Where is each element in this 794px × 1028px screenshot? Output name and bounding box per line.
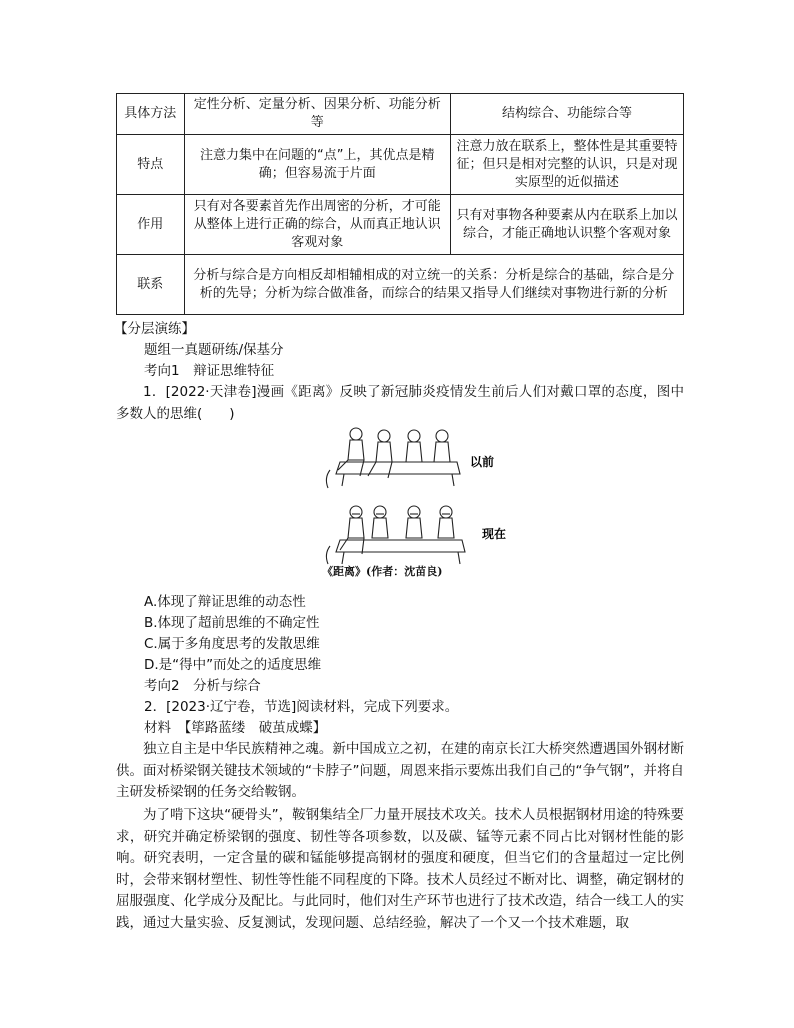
table-row: [117, 135, 684, 195]
material-title: 材料 【筚路蓝缕 破茧成蝶】: [144, 720, 327, 736]
material-paragraph: 独立自主是中华民族精神之魂。新中国成立之初，在建的南京长江大桥突然遭遇国外钢材断供。面对桥梁钢关键技术领域的“卡脖子”问题，周恩来指示要炼出我们自己的“争气钢”，并将自主研发桥梁钢的任务交给鞍钢。: [116, 741, 684, 800]
table-row: [117, 94, 684, 135]
topic-heading: 考向1 辩证思维特征: [144, 363, 275, 379]
question-stem: 2．[2023·辽宁卷，节选]阅读材料，完成下列要求。: [144, 699, 459, 715]
comparison-table: [116, 93, 684, 315]
table-cell-analysis: 定性分析、定量分析、因果分析、功能分析等: [184, 94, 450, 135]
topic-heading: 考向2 分析与综合: [144, 678, 261, 694]
group-title: 题组一真题研练/保基分: [144, 342, 284, 358]
table-cell-merged: 分析与综合是方向相反却相辅相成的对立统一的关系：分析是综合的基础，综合是分析的先导；分析为综合做准备，而综合的结果又指导人们继续对事物进行新的分析: [184, 255, 683, 315]
material-paragraph: 为了啃下这块“硬骨头”，鞍钢集结全厂力量开展技术攻关。技术人员根据钢材用途的特殊要求，研究并确定桥梁钢的强度、韧性等各项参数，以及碳、锰等元素不同占比对钢材性能的影响。研究表明，一定含量的碳和锰能够提高钢材的强度和硬度，但当它们的含量超过一定比例时，会带来钢材塑性、韧性等性能不同程度的下降。技术人员经过不断对比、调整，确定钢材的屈服强度、化学成分及配比。与此同时，他们对生产环节也进行了技术改造，结合一线工人的实践，通过大量实验、反复测试，发现问题、总结经验，解决了一个又一个技术难题，取: [116, 807, 684, 931]
table-cell-head: 特点: [117, 135, 185, 195]
figure-label-before: 以前: [470, 455, 495, 469]
table-cell-analysis: 注意力集中在问题的“点”上，其优点是精确；但容易流于片面: [184, 135, 450, 195]
table-cell-analysis: 只有对各要素首先作出周密的分析，才可能从整体上进行正确的综合，从而真正地认识客观对象: [184, 195, 450, 255]
table-row: [117, 195, 684, 255]
option-a: A.体现了辩证思维的动态性: [144, 594, 306, 610]
table-cell-head: 作用: [117, 195, 185, 255]
table-cell-head: 具体方法: [117, 94, 185, 135]
cartoon-illustration: [320, 422, 507, 582]
option-b: B.体现了超前思维的不确定性: [144, 615, 320, 631]
table-cell-synthesis: 结构综合、功能综合等: [450, 94, 683, 135]
figure-label-after: 现在: [482, 527, 507, 541]
option-d: D.是“得中”而处之的适度思维: [144, 657, 322, 673]
section-title: 【分层演练】: [114, 321, 195, 337]
table-cell-head: 联系: [117, 255, 185, 315]
cartoon-figure: [320, 422, 507, 582]
question-stem: 1．[2022·天津卷]漫画《距离》反映了新冠肺炎疫情发生前后人们对戴口罩的态度，图中多数人的思维( ): [116, 384, 684, 422]
option-c: C.属于多角度思考的发散思维: [144, 636, 320, 652]
figure-caption: 《距离》(作者：沈苗良): [322, 565, 443, 578]
table-row: [117, 255, 684, 315]
table-cell-synthesis: 注意力放在联系上，整体性是其重要特征；但只是相对完整的认识，只是对现实原型的近似描述: [450, 135, 683, 195]
table-cell-synthesis: 只有对事物各种要素从内在联系上加以综合，才能正确地认识整个客观对象: [450, 195, 683, 255]
